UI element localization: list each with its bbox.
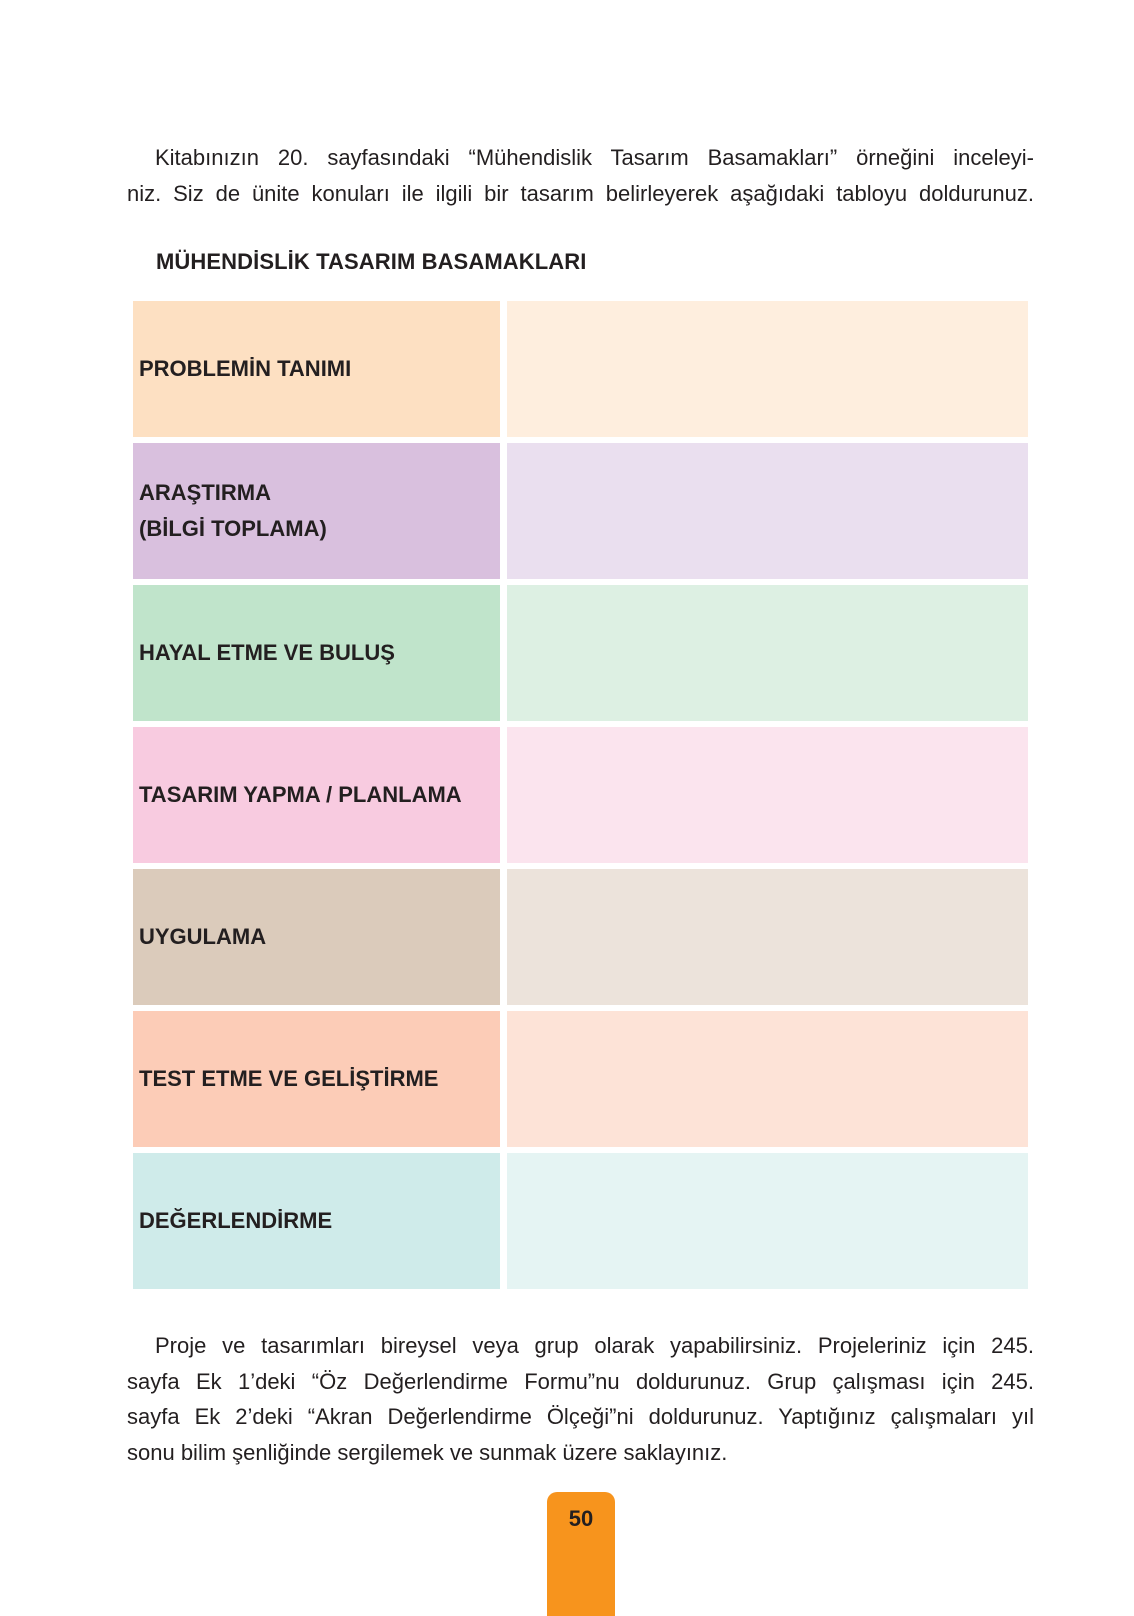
table-row	[133, 869, 1028, 1005]
outro-paragraph	[127, 1328, 1034, 1470]
outro-line: sonu bilim şenliğinde sergilemek ve sunmak üzere saklayınız.	[127, 1439, 728, 1465]
page-number: 50	[568, 1506, 594, 1531]
step-answer-cell[interactable]	[507, 443, 1028, 579]
intro-line: niz. Siz de ünite konuları ile ilgili bir tasarım belirleyerek aşağıdaki tabloyu doldurunuz.	[127, 180, 1034, 206]
outro-line: sayfa Ek 1’deki “Öz Değerlendirme Formu”nu doldurunuz. Grup çalışması için 245.	[127, 1368, 1034, 1394]
step-answer-cell[interactable]	[507, 585, 1028, 721]
outro-line: sayfa Ek 2’deki “Akran Değerlendirme Ölçeği”ni doldurunuz. Yaptığınız çalışmaları yıl	[127, 1404, 1034, 1429]
step-label-cell: UYGULAMA	[133, 869, 500, 1005]
table-row	[133, 727, 1028, 863]
outro-line: Proje ve tasarımları bireysel veya grup olarak yapabilirsiniz. Projeleriniz için 245.	[155, 1333, 1034, 1358]
table-row	[133, 443, 1028, 579]
step-label-cell: TEST ETME VE GELİŞTİRME	[133, 1011, 500, 1147]
page-number-tab	[547, 1492, 615, 1616]
step-label-cell: ARAŞTIRMA (BİLGİ TOPLAMA)	[133, 443, 500, 579]
intro-line: Kitabınızın 20. sayfasındaki “Mühendislik Tasarım Basamakları” örneğini inceleyi-	[155, 145, 1034, 170]
step-answer-cell[interactable]	[507, 727, 1028, 863]
design-steps-table	[133, 301, 1028, 1295]
step-label-cell: PROBLEMİN TANIMI	[133, 301, 500, 437]
step-label-cell: DEĞERLENDİRME	[133, 1153, 500, 1289]
step-answer-cell[interactable]	[507, 869, 1028, 1005]
table-row	[133, 1011, 1028, 1147]
step-answer-cell[interactable]	[507, 301, 1028, 437]
table-row	[133, 585, 1028, 721]
table-row	[133, 301, 1028, 437]
intro-paragraph	[127, 140, 1034, 211]
step-label-cell: HAYAL ETME VE BULUŞ	[133, 585, 500, 721]
step-label-cell: TASARIM YAPMA / PLANLAMA	[133, 727, 500, 863]
step-answer-cell[interactable]	[507, 1011, 1028, 1147]
table-heading: MÜHENDİSLİK TASARIM BASAMAKLARI	[156, 249, 587, 274]
table-row	[133, 1153, 1028, 1289]
step-answer-cell[interactable]	[507, 1153, 1028, 1289]
